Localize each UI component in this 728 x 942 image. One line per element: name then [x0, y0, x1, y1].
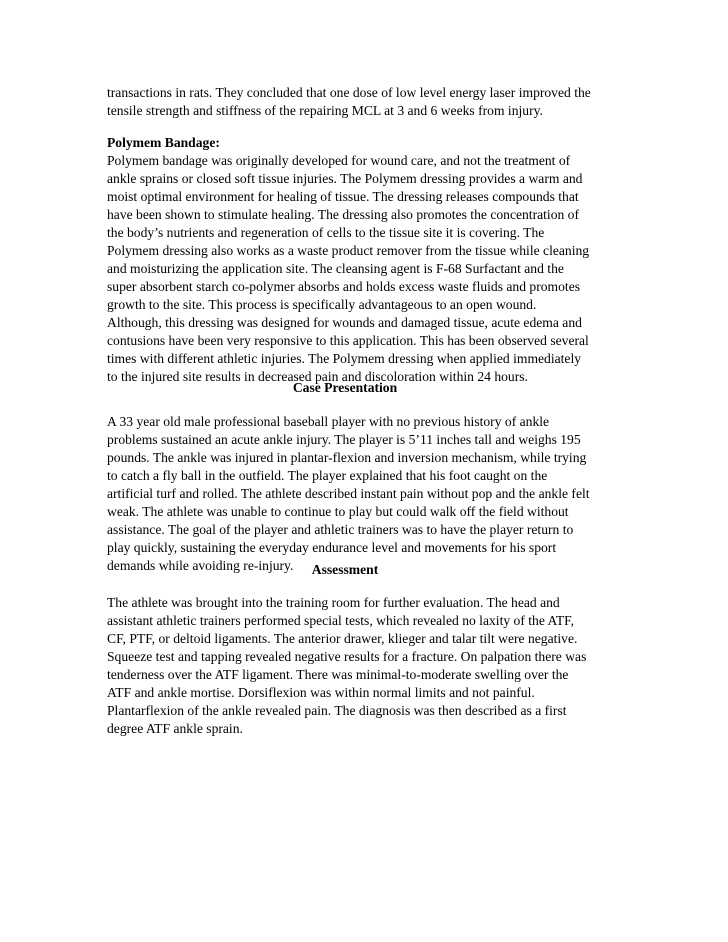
case-presentation-section — [107, 413, 607, 575]
polymem-line: Polymem bandage was originally developed for wound care, and not the treatment of — [107, 153, 571, 168]
intro-paragraph — [107, 84, 607, 120]
case-line: artificial turf and rolled. The athlete described instant pain without pop and the ankle felt — [107, 486, 590, 501]
polymem-line: ankle sprains or closed soft tissue injuries. The Polymem dressing provides a warm and — [107, 171, 583, 186]
polymem-heading: Polymem Bandage: — [107, 135, 220, 150]
polymem-line: contusions have been very responsive to this application. This has been observed several — [107, 333, 589, 348]
polymem-section — [107, 134, 607, 386]
polymem-line: super absorbent starch co-polymer absorbs and holds excess waste fluids and promotes — [107, 279, 581, 294]
polymem-line: have been shown to stimulate healing. The dressing also promotes the concentration of — [107, 207, 580, 222]
polymem-line: Although, this dressing was designed for wounds and damaged tissue, acute edema and — [107, 315, 582, 330]
case-line: to catch a fly ball in the outfield. The player explained that his foot caught on the — [107, 468, 548, 483]
polymem-line: Polymem dressing also works as a waste product remover from the tissue while cleaning — [107, 243, 590, 258]
assessment-line: ATF and ankle mortise. Dorsiflexion was within normal limits and not painful. — [107, 685, 535, 700]
polymem-line: moist optimal environment for healing of tissue. The dressing releases compounds that — [107, 189, 579, 204]
case-line: A 33 year old male professional baseball player with no previous history of ankle — [107, 414, 550, 429]
polymem-line: to the injured site results in decreased pain and discoloration within 24 hours. — [107, 369, 528, 384]
assessment-line: Squeeze test and tapping revealed negative results for a fracture. On palpation there was — [107, 649, 587, 664]
assessment-line: degree ATF ankle sprain. — [107, 721, 243, 736]
assessment-line: CF, PTF, or deltoid ligaments. The anterior drawer, klieger and talar tilt were negative. — [107, 631, 578, 646]
case-line: problems sustained an acute ankle injury. The player is 5’11 inches tall and weighs 195 — [107, 432, 581, 447]
assessment-line: Plantarflexion of the ankle revealed pain. The diagnosis was then described as a first — [107, 703, 567, 718]
case-line: pounds. The ankle was injured in plantar-flexion and inversion mechanism, while trying — [107, 450, 587, 465]
assessment-heading: Assessment — [311, 562, 379, 577]
case-presentation-heading: Case Presentation — [292, 380, 398, 395]
assessment-line: assistant athletic trainers performed special tests, which revealed no laxity of the ATF, — [107, 613, 574, 628]
intro-line: transactions in rats. They concluded that one dose of low level energy laser improved the — [107, 85, 591, 100]
intro-line: tensile strength and stiffness of the repairing MCL at 3 and 6 weeks from injury. — [107, 103, 543, 118]
polymem-line: the body’s nutrients and regeneration of cells to the tissue site it is covering. The — [107, 225, 545, 240]
case-line: demands while avoiding re-injury. — [107, 558, 294, 573]
assessment-line: The athlete was brought into the training room for further evaluation. The head and — [107, 595, 560, 610]
case-line: assistance. The goal of the player and athletic trainers was to have the player return to — [107, 522, 574, 537]
polymem-line: growth to the site. This process is specifically advantageous to an open wound. — [107, 297, 537, 312]
case-line: weak. The athlete was unable to continue to play but could walk off the field without — [107, 504, 569, 519]
case-line: play quickly, sustaining the everyday endurance level and movements for his sport — [107, 540, 557, 555]
polymem-line: and moisturizing the application site. The cleansing agent is F-68 Surfactant and the — [107, 261, 564, 276]
assessment-section — [107, 594, 607, 738]
assessment-line: tenderness over the ATF ligament. There was minimal-to-moderate swelling over the — [107, 667, 569, 682]
polymem-line: times with different athletic injuries. The Polymem dressing when applied immediately — [107, 351, 582, 366]
